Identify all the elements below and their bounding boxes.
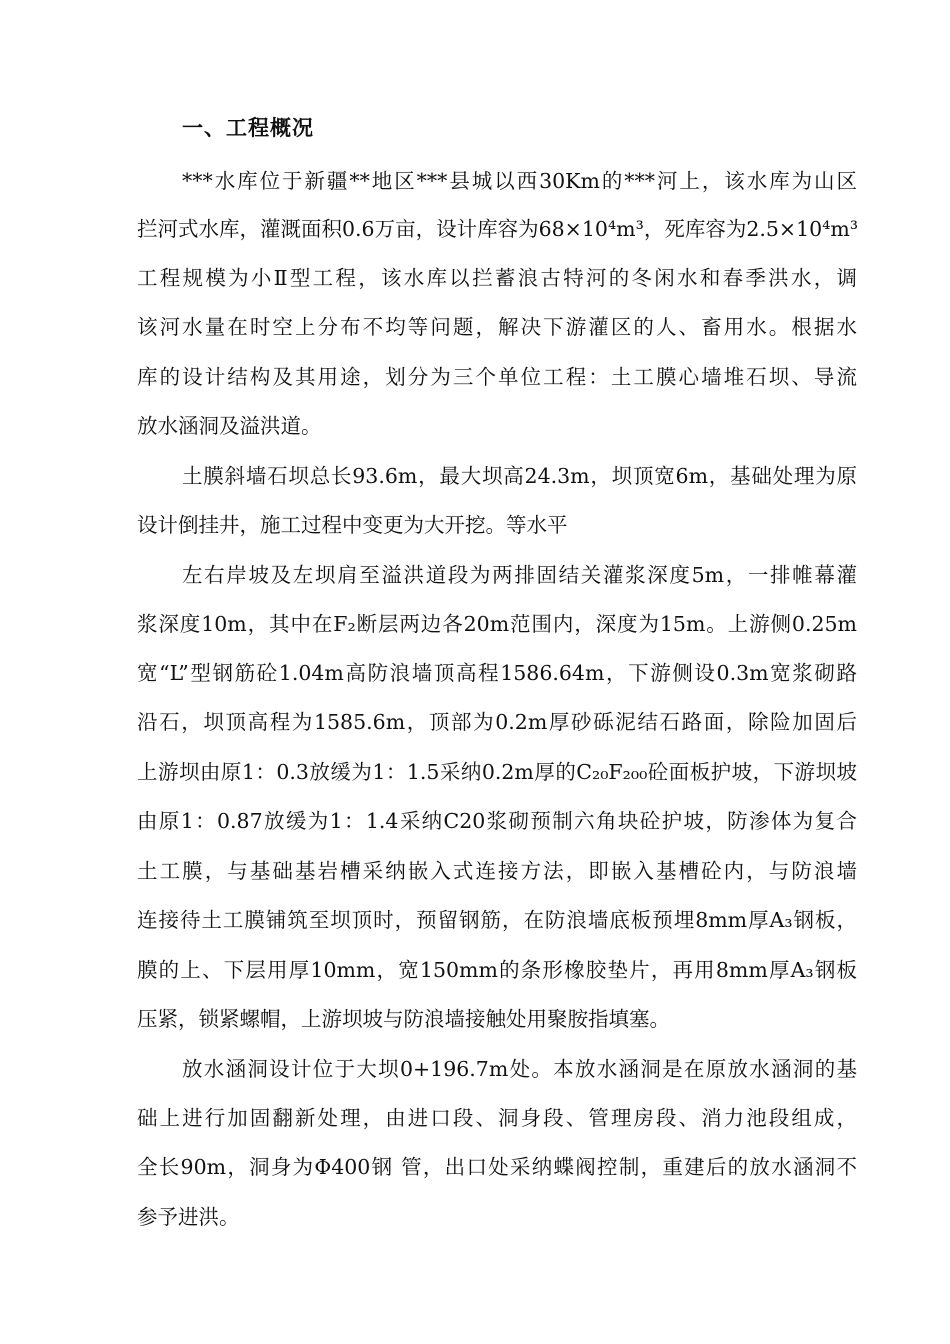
- paragraph-line: 左右岸坡及左坝肩至溢洪道段为两排固结关灌浆深度5m，一排帷幕灌: [182, 563, 857, 587]
- paragraph-line: 设计倒挂井，施工过程中变更为大开挖。等水平: [137, 513, 568, 537]
- paragraph-line: 础上进行加固翻新处理，由进口段、洞身段、管理房段、消力池段组成，: [137, 1106, 857, 1130]
- paragraph-line: 该河水量在时空上分布不均等问题，解决下游灌区的人、畜用水。根据水: [137, 315, 857, 339]
- paragraph-line: 上游坝由原1：0.3放缓为1：1.5采纳0.2m厚的C₂₀F₂₀₀砼面板护坡，下游坝坡: [137, 760, 857, 784]
- paragraph-line: ***水库位于新疆**地区***县城以西30Km的***河上，该水库为山区: [182, 169, 857, 193]
- paragraph-line: 土膜斜墙石坝总长93.6m，最大坝高24.3m，坝顶宽6m，基础处理为原: [182, 464, 857, 488]
- paragraph-line: 拦河式水库，灌溉面积0.6万亩，设计库容为68×10⁴m³，死库容为2.5×10⁴m³: [137, 217, 859, 241]
- section-heading: 一、工程概况: [182, 115, 314, 140]
- paragraph-line: 放水涵洞设计位于大坝0+196.7m处。本放水涵洞是在原放水涵洞的基: [182, 1057, 857, 1081]
- paragraph-line: 库的设计结构及其用途，划分为三个单位工程：土工膜心墙堆石坝、导流: [137, 365, 857, 389]
- paragraph-line: 土工膜，与基础基岩槽采纳嵌入式连接方法，即嵌入基槽砼内，与防浪墙: [137, 859, 857, 883]
- paragraph-line: 连接待土工膜铺筑至坝顶时，预留钢筋，在防浪墙底板预埋8mm厚A₃钢板，: [137, 908, 857, 932]
- paragraph-line: 沿石，坝顶高程为1585.6m，顶部为0.2m厚砂砾泥结石路面，除险加固后: [137, 710, 857, 734]
- paragraph-line: 由原1：0.87放缓为1：1.4采纳C20浆砌预制六角块砼护坡，防渗体为复合: [137, 809, 857, 833]
- paragraph-line: 全长90m，洞身为Φ400钢 管，出口处采纳蝶阀控制，重建后的放水涵洞不: [137, 1155, 857, 1179]
- paragraph-line: 参予进洪。: [137, 1205, 240, 1229]
- paragraph-line: 压紧，锁紧螺帽，上游坝坡与防浪墙接触处用聚胺指填塞。: [137, 1007, 670, 1031]
- paragraph-line: 浆深度10m，其中在F₂断层两边各20m范围内，深度为15m。上游侧0.25m: [137, 612, 857, 636]
- paragraph-line: 放水涵洞及溢洪道。: [137, 414, 322, 438]
- paragraph-line: 工程规模为小Ⅱ型工程，该水库以拦蓄浪古特河的冬闲水和春季洪水，调: [137, 266, 857, 290]
- paragraph-line: 宽“L”型钢筋砼1.04m高防浪墙顶高程1586.64m，下游侧设0.3m宽浆砌路: [137, 661, 857, 685]
- paragraph-line: 膜的上、下层用厚10mm，宽150mm的条形橡胶垫片，再用8mm厚A₃钢板: [137, 958, 857, 982]
